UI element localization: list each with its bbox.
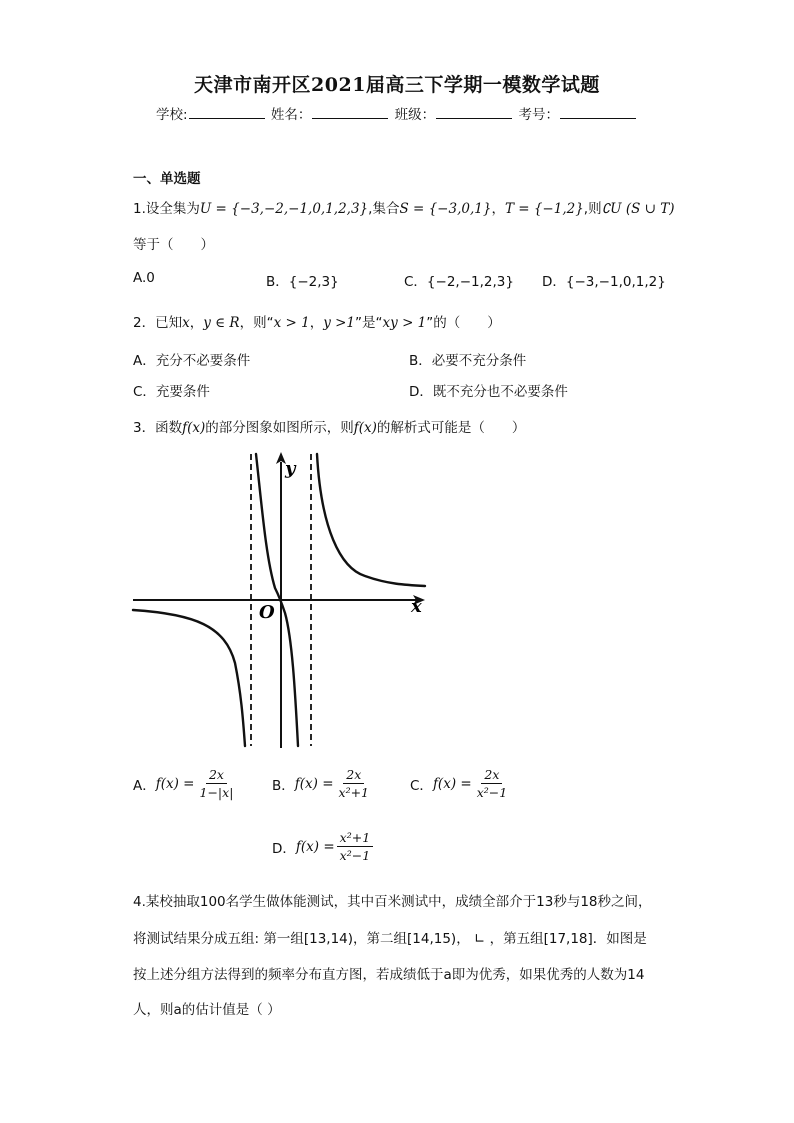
q3-option-a-denominator: 1−|x|: [199, 785, 234, 800]
q2-text: ，则“: [239, 315, 274, 331]
q1-text: ,集合: [368, 201, 400, 217]
q1-text: ，: [491, 201, 505, 217]
q1-option-b[interactable]: B．{−2,3}: [266, 274, 339, 290]
q1-text: ,则: [583, 201, 602, 217]
q1-text: 1.设全集为: [133, 201, 200, 217]
question-4-line2: 将测试结果分成五组: 第一组[13,14)，第二组[14,15)， ∟ ，第五组[17,18]．如图是: [133, 931, 647, 947]
q2-option-b[interactable]: B．必要不充分条件: [409, 353, 527, 369]
q3-option-b-denominator: x²+1: [338, 785, 370, 800]
q2-cond-y: y >1: [323, 315, 356, 331]
q2-var-x: x: [182, 315, 190, 331]
q3-option-b-lhs: f(x) =: [294, 775, 334, 792]
function-graph: [125, 448, 435, 753]
q1-set-s: S = {−3,0,1}: [399, 201, 492, 217]
q3-option-c-denominator: x²−1: [476, 785, 508, 800]
number-blank[interactable]: [560, 106, 636, 119]
student-info-line: [0, 103, 794, 123]
q1-set-t: T = {−1,2}: [504, 201, 584, 217]
q2-text: ”是“: [355, 315, 383, 331]
q3-option-a-label: A．: [133, 777, 156, 794]
q3-text: 的部分图象如图所示，则: [205, 420, 354, 436]
number-label: 考号：: [518, 107, 559, 123]
q2-cond-xy: xy > 1: [382, 315, 427, 331]
y-axis-label: y: [285, 458, 296, 479]
exam-title: 天津市南开区2021届高三下学期一模数学试题: [194, 74, 600, 96]
name-blank[interactable]: [312, 106, 388, 119]
q1-option-a[interactable]: A.0: [133, 270, 155, 286]
q3-option-d[interactable]: [272, 830, 375, 863]
q3-option-c-label: C．: [410, 777, 433, 794]
question-4-line1: 4.某校抽取100名学生做体能测试，其中百米测试中，成绩全部介于13秒与18秒之间，: [133, 894, 652, 910]
q3-option-c-lhs: f(x) =: [432, 775, 472, 792]
section-heading: 一、单选题: [133, 171, 201, 187]
question-3-stem: [133, 416, 525, 436]
q3-option-d-lhs: f(x) =: [295, 838, 335, 855]
q3-text: 3．函数: [133, 420, 183, 436]
q3-text: 的解析式可能是（ ）: [376, 420, 526, 436]
q3-option-a-numerator: 2x: [206, 767, 227, 784]
q2-option-d[interactable]: D．既不充分也不必要条件: [409, 384, 568, 400]
q2-text: ，: [309, 315, 324, 331]
q2-cond-x: x > 1: [273, 315, 310, 331]
q3-option-d-label: D．: [272, 840, 296, 857]
question-2-stem: [133, 311, 501, 331]
q2-option-a[interactable]: A．充分不必要条件: [133, 353, 251, 369]
q3-option-c[interactable]: [410, 767, 512, 800]
q3-option-b-numerator: 2x: [343, 767, 364, 784]
class-label: 班级：: [394, 107, 436, 123]
q2-option-c[interactable]: C．充要条件: [133, 384, 210, 400]
q1-option-c[interactable]: C．{−2,−1,2,3}: [404, 274, 514, 290]
q2-text: ”的（ ）: [426, 315, 501, 331]
question-4-line4: 人，则a的估计值是（ ）: [133, 1002, 281, 1018]
school-blank[interactable]: [189, 106, 265, 119]
question-1-stem: [133, 197, 675, 217]
q2-text: 2．已知: [133, 315, 183, 331]
q3-option-a[interactable]: [133, 767, 238, 800]
q3-option-d-denominator: x²−1: [339, 848, 371, 863]
curve-right-branch: [317, 454, 425, 586]
q1-complement-expr: ∁U (S ∪ T): [601, 201, 675, 217]
q3-option-c-fraction: [474, 767, 511, 800]
q2-y-in-r: y ∈ R: [203, 315, 240, 331]
q3-option-d-fraction: [337, 830, 374, 863]
q3-option-c-numerator: 2x: [481, 767, 502, 784]
origin-label: O: [259, 602, 275, 623]
q1-option-d[interactable]: D．{−3,−1,0,1,2}: [542, 274, 666, 290]
school-label: 学校:: [156, 107, 188, 123]
question-1-line2: 等于（ ）: [133, 237, 214, 253]
q1-set-u: U = {−3,−2,−1,0,1,2,3}: [199, 201, 369, 217]
curve-left-branch: [133, 610, 245, 746]
q3-option-a-fraction: [197, 767, 237, 800]
question-4-line3: 按上述分组方法得到的频率分布直方图，若成绩低于a即为优秀，如果优秀的人数为14: [133, 967, 645, 983]
q3-option-b[interactable]: [272, 767, 374, 800]
q3-fx: f(x): [182, 420, 206, 436]
q3-option-a-lhs: f(x) =: [155, 775, 195, 792]
q2-text: ，: [189, 315, 204, 331]
q3-option-b-label: B．: [272, 777, 295, 794]
q3-option-d-numerator: x²+1: [337, 830, 374, 847]
name-label: 姓名：: [270, 107, 312, 123]
q3-fx: f(x): [353, 420, 377, 436]
x-axis-label: x: [411, 596, 422, 617]
class-blank[interactable]: [436, 106, 512, 119]
q3-option-b-fraction: [336, 767, 373, 800]
